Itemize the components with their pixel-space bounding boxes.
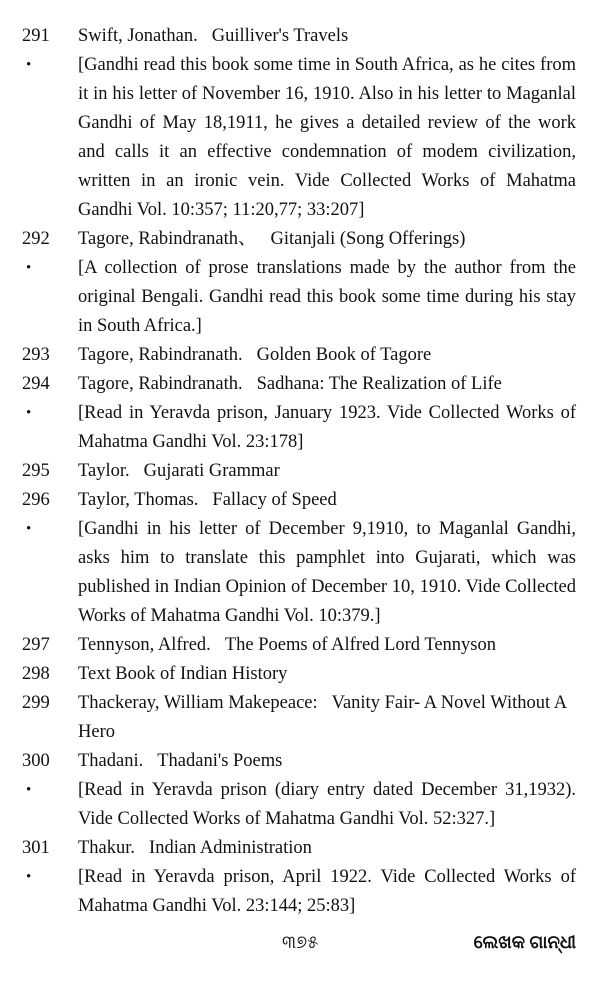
entry-citation xyxy=(78,689,576,747)
page-number: ୩୭୫ xyxy=(282,932,319,952)
entry-citation xyxy=(78,486,576,515)
annotation-line: from it in his letter of November 16, 1910. Also in his letter to xyxy=(78,55,577,104)
annotation-text xyxy=(78,515,576,631)
entry-citation xyxy=(78,341,576,370)
entry-heading xyxy=(0,631,600,660)
bibliography-entry xyxy=(0,225,600,341)
bullet-marker: • xyxy=(26,57,32,73)
entry-number: 295 xyxy=(22,461,50,481)
entry-number: 301 xyxy=(22,838,50,858)
annotation-line: [Gandhi read this book some time in South Africa, as he cites xyxy=(78,55,536,75)
entry-heading xyxy=(0,689,600,747)
annotation-line: Collected Works of Mahatma Gandhi Vol. 10:379.] xyxy=(78,577,576,626)
bullet-marker: • xyxy=(26,782,32,798)
entry-title: Fallacy of Speed xyxy=(212,490,337,510)
annotation-line: [Read in Yeravda prison (diary entry dated December 31,1932). xyxy=(78,780,576,800)
annotation-line: [Read in Yeravda prison, April 1922. Vide Collected Works of xyxy=(78,867,576,887)
entry-number: 294 xyxy=(22,374,50,394)
entry-citation xyxy=(78,370,576,399)
annotation-line: of Mahatma Gandhi Vol. 23:178] xyxy=(78,403,577,452)
entry-title: Guilliver's Travels xyxy=(211,26,349,46)
entry-author: Thackeray, William Makepeace: xyxy=(78,693,318,713)
annotation-line: asks him to translate this pamphlet into Gujarati, which was xyxy=(78,548,576,568)
bullet-marker: • xyxy=(26,521,32,537)
entry-number: 300 xyxy=(22,751,50,771)
entry-annotation xyxy=(0,863,600,921)
bibliography-entry xyxy=(0,370,600,457)
entry-number: 298 xyxy=(22,664,50,684)
entry-title: The Poems of Alfred Lord Tennyson xyxy=(224,635,497,655)
entry-title: Gitanjali (Song Offerings) xyxy=(270,229,466,249)
entry-author: Tagore, Rabindranath、 xyxy=(78,229,257,249)
annotation-text xyxy=(78,776,576,834)
running-title: ଲେଖକ ଗାନ୍ଧୀ xyxy=(473,932,576,952)
entry-annotation xyxy=(0,515,600,631)
bibliography-entry xyxy=(0,747,600,834)
bibliography-entry xyxy=(0,834,600,921)
annotation-line: the work and calls it an effective condemnation of modem xyxy=(78,113,577,162)
annotation-line: stay in South Africa.] xyxy=(78,287,576,336)
bibliography-entry xyxy=(0,486,600,631)
entry-number: 291 xyxy=(22,26,50,46)
entry-number: 297 xyxy=(22,635,50,655)
entry-title: Vanity Fair- A Novel Without A Hero xyxy=(78,693,567,742)
entry-heading xyxy=(0,22,600,51)
bibliography-entry xyxy=(0,631,600,660)
annotation-text xyxy=(78,399,576,457)
entry-heading xyxy=(0,341,600,370)
entry-title: Text Book of Indian History xyxy=(78,664,288,684)
bullet-marker: • xyxy=(26,869,32,885)
entry-title: Indian Administration xyxy=(149,838,312,858)
entry-heading xyxy=(0,834,600,863)
entry-number: 299 xyxy=(22,693,50,713)
annotation-text xyxy=(78,863,576,921)
bibliography-entry xyxy=(0,341,600,370)
bibliography-entry xyxy=(0,660,600,689)
annotation-line: Mahatma Gandhi Vol. 10:357; 11:20,77; 33:207] xyxy=(78,171,576,220)
entry-author: Swift, Jonathan. xyxy=(78,26,198,46)
entry-author: Tennyson, Alfred. xyxy=(78,635,211,655)
annotation-line: [Read in Yeravda prison, January 1923. Vide Collected Works xyxy=(78,403,554,423)
entry-title: Golden Book of Tagore xyxy=(256,345,432,365)
entry-author: Taylor, Thomas. xyxy=(78,490,199,510)
entry-annotation xyxy=(0,254,600,341)
annotation-line: published in Indian Opinion of December 10, 1910. Vide xyxy=(78,577,501,597)
bullet-marker: • xyxy=(26,405,32,421)
bibliography-entry xyxy=(0,689,600,747)
entry-author: Tagore, Rabindranath. xyxy=(78,345,243,365)
entry-heading xyxy=(0,660,600,689)
entry-citation xyxy=(78,457,576,486)
entry-annotation xyxy=(0,399,600,457)
bibliography-list xyxy=(0,22,600,921)
entry-annotation xyxy=(0,776,600,834)
entry-title: Thadani's Poems xyxy=(157,751,283,771)
entry-citation xyxy=(78,631,576,660)
entry-citation xyxy=(78,747,576,776)
entry-author: Thakur. xyxy=(78,838,136,858)
entry-number: 292 xyxy=(22,229,50,249)
entry-heading xyxy=(0,457,600,486)
entry-citation xyxy=(78,22,576,51)
entry-number: 296 xyxy=(22,490,50,510)
bullet-marker: • xyxy=(26,260,32,276)
annotation-text xyxy=(78,51,576,225)
entry-heading xyxy=(0,370,600,399)
bibliography-entry xyxy=(0,22,600,225)
entry-heading xyxy=(0,225,600,254)
entry-title: Gujarati Grammar xyxy=(143,461,280,481)
entry-title: Sadhana: The Realization of Life xyxy=(256,374,502,394)
annotation-line: original Bengali. Gandhi read this book some time during his xyxy=(78,287,541,307)
entry-author: Tagore, Rabindranath. xyxy=(78,374,243,394)
annotation-line: Vide Collected Works of Mahatma Gandhi Vol. 52:327.] xyxy=(78,809,496,829)
annotation-text xyxy=(78,254,576,341)
annotation-line: [Gandhi in his letter of December 9,1910, to Maganlal Gandhi, xyxy=(78,519,576,539)
entry-author: Taylor. xyxy=(78,461,130,481)
entry-citation xyxy=(78,834,576,863)
entry-heading xyxy=(0,486,600,515)
entry-annotation xyxy=(0,51,600,225)
annotation-line: civilization, written in an ironic vein. Vide Collected Works of xyxy=(78,142,577,191)
entry-heading xyxy=(0,747,600,776)
entry-author: Thadani. xyxy=(78,751,144,771)
entry-citation xyxy=(78,660,576,689)
annotation-line: [A collection of prose translations made by the author from the xyxy=(78,258,576,278)
entry-number: 293 xyxy=(22,345,50,365)
entry-citation xyxy=(78,225,576,254)
bibliography-entry xyxy=(0,457,600,486)
annotation-line: Mahatma Gandhi Vol. 23:144; 25:83] xyxy=(78,896,356,916)
annotation-line: Maganlal Gandhi of May 18,1911, he gives a detailed review of xyxy=(78,84,576,133)
